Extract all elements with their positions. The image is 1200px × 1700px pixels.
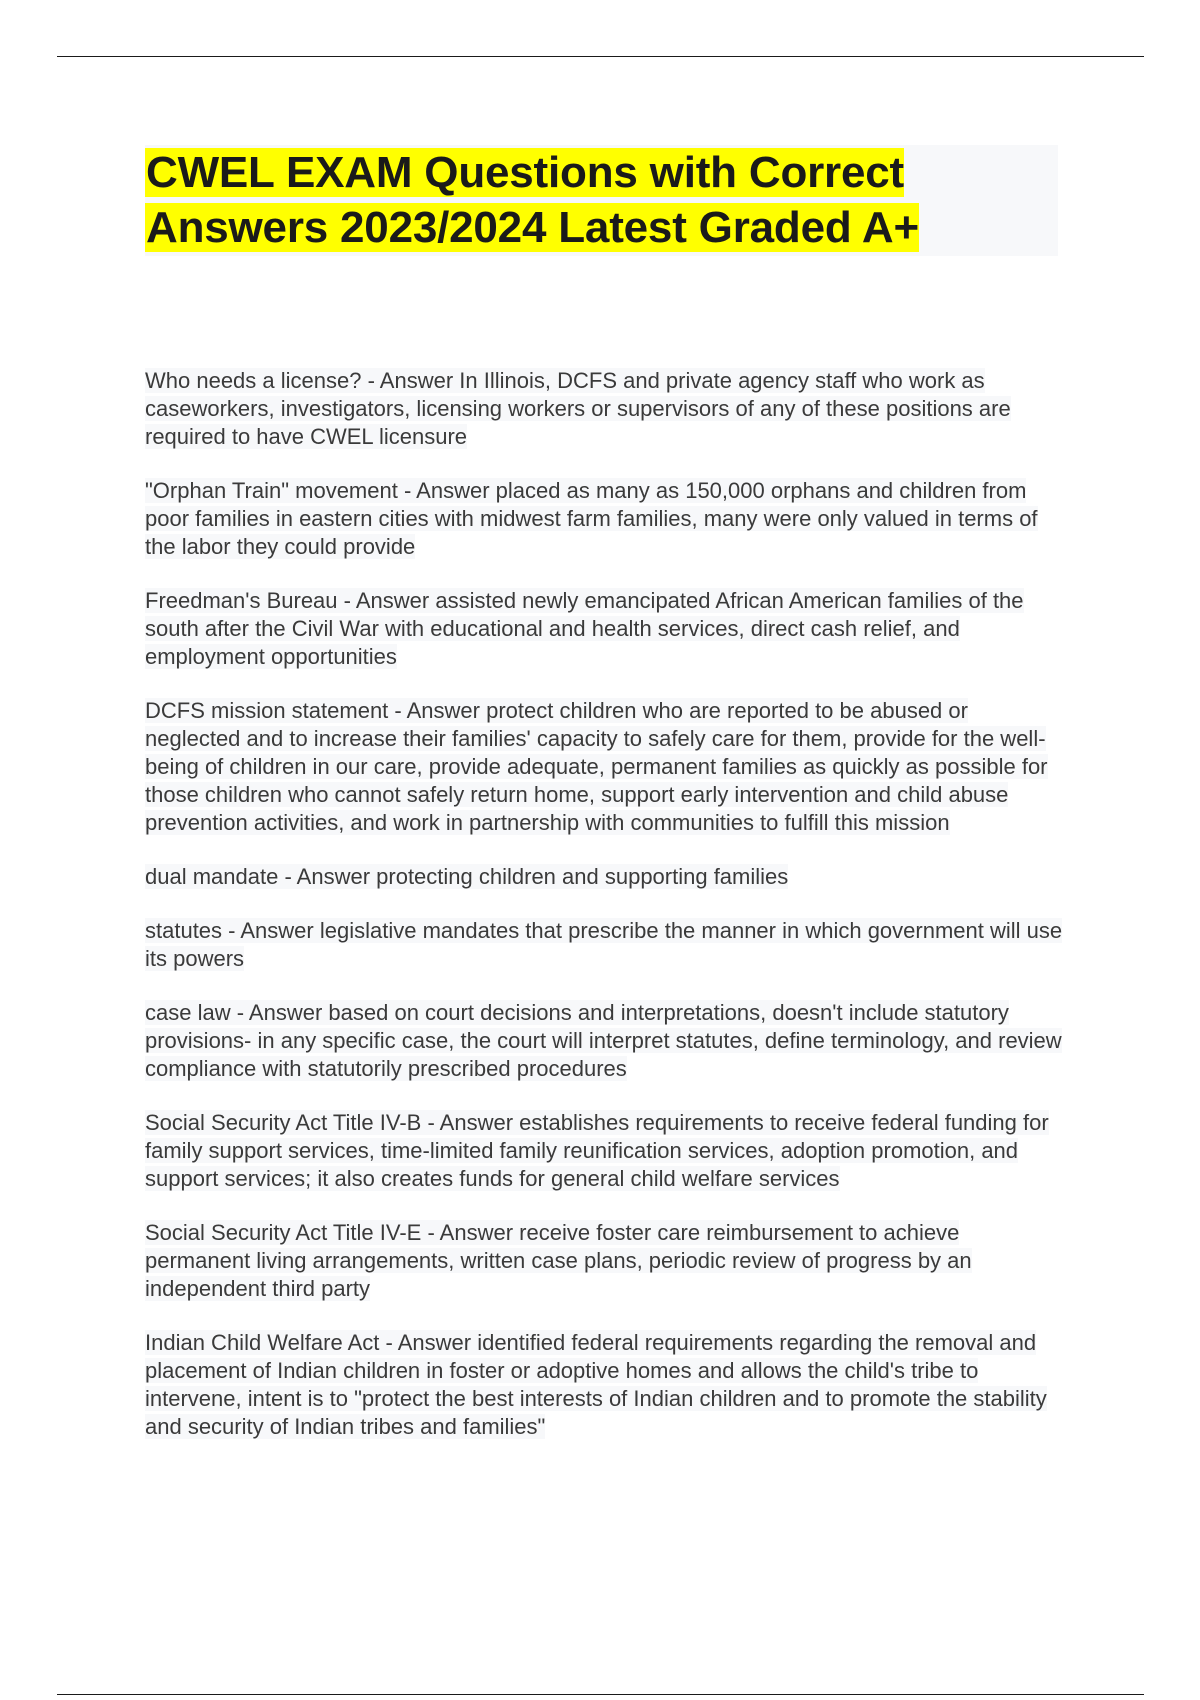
qa-answer: identified federal requirements regarding the removal and placement of Indian children in foster or adoptive homes and allows the child's tribe to intervene, intent is to "protect the best interests of Indian children and to promote the stability and security of Indian tribes and families" [145, 1330, 1047, 1439]
qa-separator: - Answer [421, 1110, 520, 1135]
qa-term: Who needs a license? [145, 368, 362, 393]
qa-item [145, 1219, 1065, 1303]
qa-item [145, 999, 1065, 1083]
qa-item [145, 697, 1065, 837]
qa-answer: In Illinois, DCFS and private agency staff who work as caseworkers, investigators, licensing workers or supervisors of any of these positions are required to have CWEL licensure [145, 368, 1011, 449]
qa-item [145, 1329, 1065, 1441]
qa-separator: - Answer [379, 1330, 478, 1355]
qa-separator: - Answer [222, 918, 320, 943]
qa-answer: protect children who are reported to be abused or neglected and to increase their families' capacity to safely care for them, provide for the well-being of children in our care, provide adequate, permanent families as quickly as possible for those children who cannot safely return home, support early intervention and child abuse prevention activities, and work in partnership with communities to fulfill this mission [145, 698, 1048, 835]
qa-item [145, 917, 1065, 973]
qa-term: statutes [145, 918, 223, 943]
qa-separator: - Answer [361, 368, 460, 393]
page-title [145, 145, 1058, 255]
qa-item [145, 1109, 1065, 1193]
qa-item [145, 367, 1065, 451]
qa-answer: assisted newly emancipated African American families of the south after the Civil War with educational and health services, direct cash relief, and employment opportunities [145, 588, 1024, 669]
qa-item [145, 587, 1065, 671]
qa-term: Indian Child Welfare Act [145, 1330, 380, 1355]
qa-list [145, 367, 1065, 1467]
qa-answer: placed as many as 150,000 orphans and children from poor families in eastern cities with midwest farm families, many were only valued in terms of the labor they could provide [145, 478, 1038, 559]
qa-term: DCFS mission statement [145, 698, 389, 723]
qa-separator: - Answer [230, 1000, 329, 1025]
title-highlight-line-1: CWEL EXAM Questions with Correct [146, 148, 904, 197]
qa-term: Freedman's Bureau [145, 588, 338, 613]
qa-separator: - Answer [388, 698, 487, 723]
top-rule [57, 56, 1144, 57]
qa-answer: protecting children and supporting families [376, 864, 789, 889]
qa-term: Social Security Act Title IV-E [145, 1220, 422, 1245]
bottom-rule [57, 1694, 1144, 1695]
title-block [145, 145, 1058, 256]
qa-term: Social Security Act Title IV-B [145, 1110, 422, 1135]
qa-separator: - Answer [421, 1220, 520, 1245]
qa-item [145, 863, 1065, 891]
qa-answer: legislative mandates that prescribe the manner in which government will use its powers [145, 918, 1063, 971]
qa-term: "Orphan Train" movement [145, 478, 398, 503]
qa-answer: receive foster care reimbursement to achieve permanent living arrangements, written case plans, periodic review of progress by an independent third party [145, 1220, 972, 1301]
qa-separator: - Answer [337, 588, 436, 613]
qa-answer: establishes requirements to receive federal funding for family support services, time-limited family reunification services, adoption promotion, and support services; it also creates funds for general child welfare services [145, 1110, 1049, 1191]
qa-term: case law [145, 1000, 231, 1025]
qa-separator: - Answer [397, 478, 496, 503]
qa-separator: - Answer [278, 864, 377, 889]
title-highlight-line-2: Answers 2023/2024 Latest Graded A+ [146, 203, 919, 252]
qa-term: dual mandate [145, 864, 279, 889]
qa-answer: based on court decisions and interpretations, doesn't include statutory provisions- in any specific case, the court will interpret statutes, define terminology, and review compliance with statutorily prescribed procedures [145, 1000, 1062, 1081]
qa-item [145, 477, 1065, 561]
